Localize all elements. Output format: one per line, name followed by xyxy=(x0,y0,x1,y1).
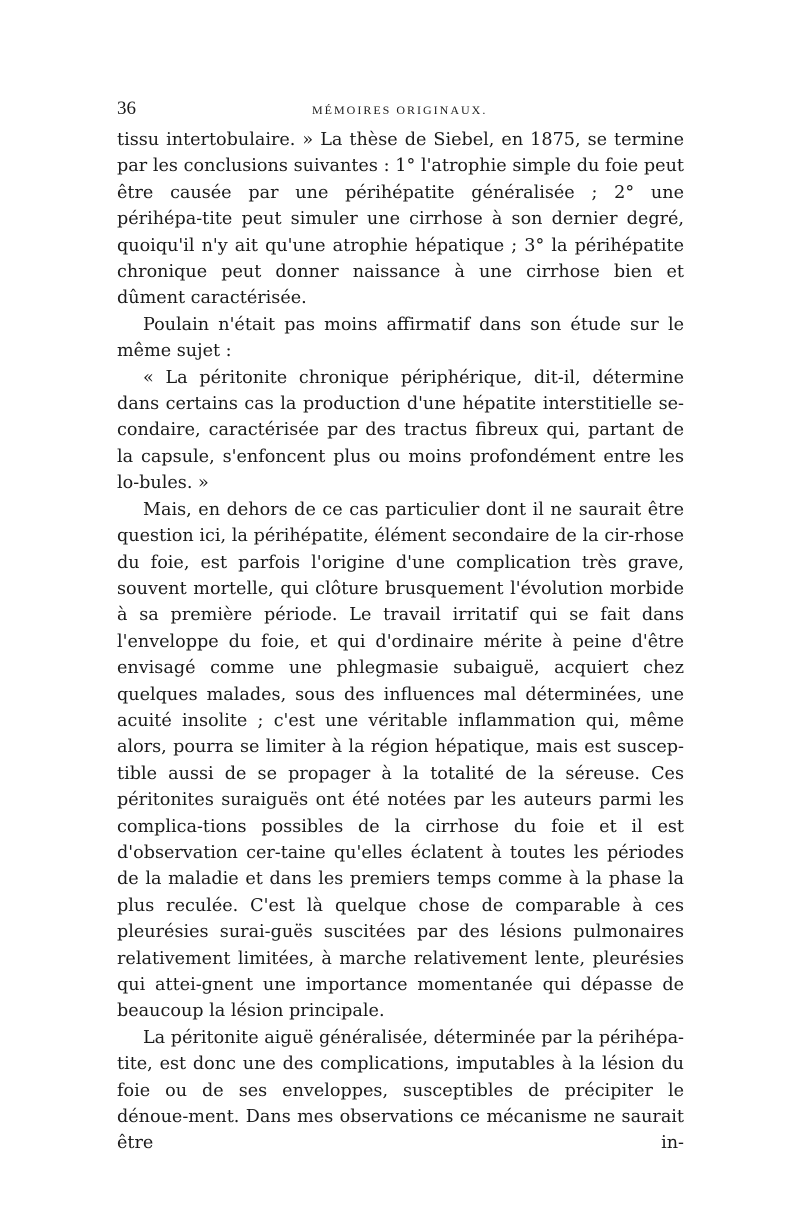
paragraph-siebel-thesis: tissu intertobulaire. » La thèse de Siebel, en 1875, se termine par les conclusions suivantes : 1° l'atrophie simple du foie peut être causée par une périhépatite généralisée ; 2° une périhépa-tite peut simuler une cirrhose à son dernier degré, quoiqu'il n'y ait qu'une atrophie hépatique ; 3° la périhépatite chronique peut donner naissance à une cirrhose bien et dûment caractérisée. xyxy=(117,130,684,309)
running-title: MÉMOIRES ORIGINAUX. xyxy=(312,103,488,117)
page-header xyxy=(117,98,684,124)
body-text xyxy=(117,127,684,1157)
paragraph-perihepatitis-complication: Mais, en dehors de ce cas particulier dont il ne saurait être question ici, la périhépatite, élément secondaire de la cir-rhose du foie, est parfois l'origine d'une complication très grave, souvent mortelle, qui clôture brusquement l'évolution morbide à sa première période. Le travail irritatif qui se fait dans l'enveloppe du foie, et qui d'ordinaire mérite à peine d'être envisagé comme une phlegmasie subaiguë, acquiert chez quelques malades, sous des influences mal déterminées, une acuité insolite ; c'est une véritable inflammation qui, même alors, pourra se limiter à la région hépatique, mais est suscep-tible aussi de se propager à la totalité de la séreuse. Ces péritonites suraiguës ont été notées par les auteurs parmi les complica-tions possibles de la cirrhose du foie et il est d'observation cer-taine qu'elles éclatent à toutes les périodes de la maladie et dans les premiers temps comme à la phase la plus reculée. C'est là quelque chose de comparable à ces pleurésies surai-guës suscitées par des lésions pulmonaires relativement limitées, à marche relativement lente, pleurésies qui attei-gnent une importance momentanée qui dépasse de beaucoup la lésion principale. xyxy=(117,499,684,1022)
paragraph-quotation: « La péritonite chronique périphérique, dit-il, détermine dans certains cas la production d'une hépatite interstitielle se-condaire, caractérisée par des tractus fibreux qui, partant de la capsule, s'enfoncent plus ou moins profondément entre les lo-bules. » xyxy=(117,367,684,494)
page-number: 36 xyxy=(117,98,136,119)
paragraph-poulain: Poulain n'était pas moins affirmatif dans son étude sur le même sujet : xyxy=(117,314,684,362)
paragraph-peritonitis: La péritonite aiguë généralisée, déterminée par la périhépa-tite, est donc une des complications, imputables à la lésion du foie ou de ses enveloppes, susceptibles de précipiter le dénoue-ment. Dans mes observations ce mécanisme ne saurait être in- xyxy=(117,1027,684,1154)
